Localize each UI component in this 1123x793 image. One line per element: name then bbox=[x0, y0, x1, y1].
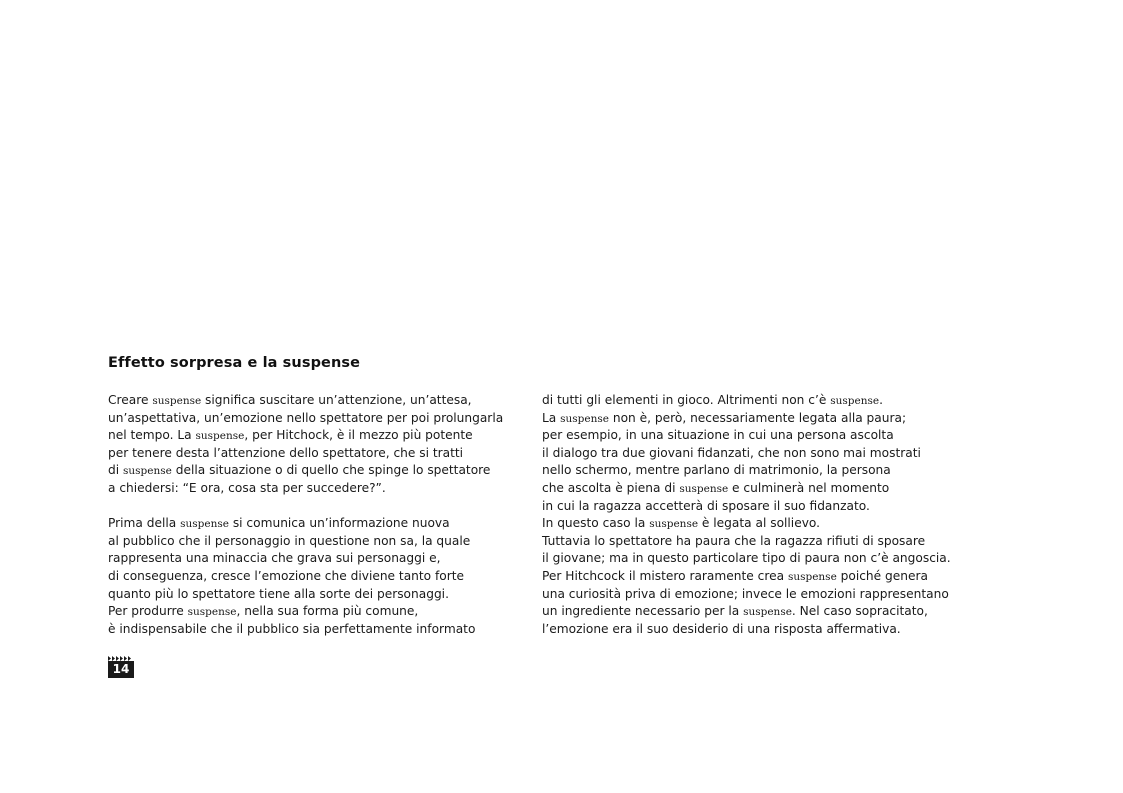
text-line: Per produrre suspense, nella sua forma più comune, bbox=[108, 604, 419, 619]
text-line: una curiosità priva di emozione; invece le emozioni rappresentano bbox=[542, 586, 949, 601]
page-number: 14 bbox=[108, 661, 134, 678]
text-line: di conseguenza, cresce l’emozione che diviene tanto forte bbox=[108, 568, 465, 583]
text-line: nel tempo. La suspense, per Hitchock, è il mezzo più potente bbox=[108, 428, 473, 443]
text-line: rappresenta una minaccia che grava sui personaggi e, bbox=[108, 551, 441, 566]
text-line: Per Hitchcock il mistero raramente crea suspense poiché genera bbox=[542, 568, 928, 583]
text-line: di tutti gli elementi in gioco. Altrimenti non c’è suspense. bbox=[542, 393, 883, 407]
text-line: il giovane; ma in questo particolare tipo di paura non c’è angoscia. bbox=[542, 551, 951, 566]
text-line: un ingrediente necessario per la suspense. Nel caso sopracitato, bbox=[542, 604, 928, 619]
text-line: Tuttavia lo spettatore ha paura che la ragazza rifiuti di sposare bbox=[542, 533, 926, 548]
text-line: il dialogo tra due giovani fidanzati, che non sono mai mostrati bbox=[542, 445, 921, 460]
paragraph-1 bbox=[108, 392, 503, 498]
text-line: è indispensabile che il pubblico sia perfettamente informato bbox=[108, 621, 476, 636]
text-line: che ascolta è piena di suspense e culminerà nel momento bbox=[542, 480, 890, 495]
text-line: In questo caso la suspense è legata al sollievo. bbox=[542, 516, 821, 531]
text-line: nello schermo, mentre parlano di matrimonio, la persona bbox=[542, 463, 891, 478]
paragraph-2 bbox=[108, 515, 503, 638]
text-line: un’aspettativa, un’emozione nello spettatore per poi prolungarla bbox=[108, 410, 504, 425]
right-column bbox=[542, 392, 951, 638]
page-badge bbox=[108, 656, 134, 678]
text-line: di suspense della situazione o di quello che spinge lo spettatore bbox=[108, 463, 491, 478]
text-line: per esempio, in una situazione in cui una persona ascolta bbox=[542, 428, 894, 443]
paragraph-gap bbox=[108, 498, 503, 516]
text-line: per tenere desta l’attenzione dello spettatore, che si tratti bbox=[108, 445, 464, 460]
left-column bbox=[108, 392, 503, 638]
text-line: Prima della suspense si comunica un’informazione nuova bbox=[108, 516, 450, 531]
text-line: l’emozione era il suo desiderio di una risposta affermativa. bbox=[542, 621, 901, 636]
text-line: in cui la ragazza accetterà di sposare il suo fidanzato. bbox=[542, 498, 870, 513]
section-heading: Effetto sorpresa e la suspense bbox=[108, 355, 361, 371]
text-line: a chiedersi: “E ora, cosa sta per succedere?”. bbox=[108, 480, 386, 495]
text-line: quanto più lo spettatore tiene alla sorte dei personaggi. bbox=[108, 586, 449, 601]
text-line: La suspense non è, però, necessariamente legata alla paura; bbox=[542, 410, 907, 425]
text-line: Creare suspense significa suscitare un’attenzione, un’attesa, bbox=[108, 393, 472, 407]
text-line: al pubblico che il personaggio in questione non sa, la quale bbox=[108, 533, 471, 548]
